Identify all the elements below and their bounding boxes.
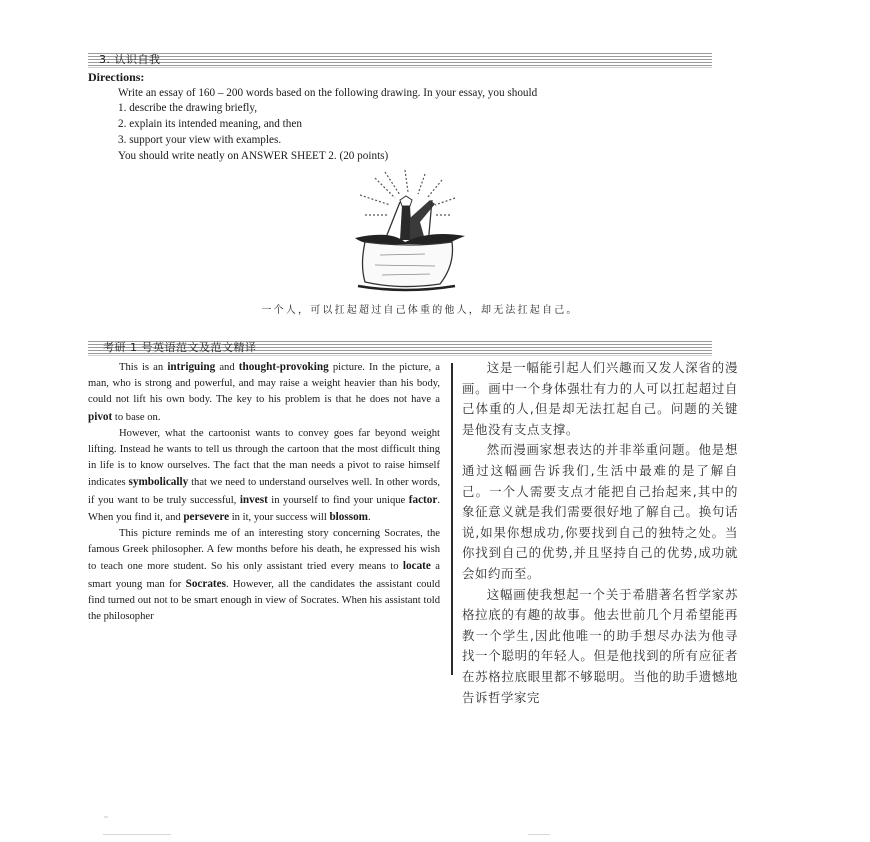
bold-keyword: Socrates — [185, 577, 226, 590]
text-run: . — [367, 511, 371, 523]
bold-keyword: symbolically — [128, 476, 189, 489]
footer-rule — [103, 834, 171, 835]
text-run: a smart young man for — [88, 561, 440, 590]
column-divider — [451, 363, 453, 675]
bold-keyword: persevere — [183, 510, 230, 523]
bold-keyword: locate — [402, 560, 431, 573]
text-run: . However, all the candidates the assistant could find turned out not to be smart enough in view of Socrates. When his assistant told the philosopher — [88, 578, 440, 623]
figure-caption: 一个人，可以扛起超过自己体重的他人，却无法扛起自己。 — [261, 305, 579, 316]
text-run: in yourself to find your unique — [267, 494, 409, 506]
footer-rule — [528, 834, 550, 835]
bold-keyword: intriguing — [167, 361, 216, 373]
bold-keyword: thought-provoking — [238, 361, 329, 373]
text-run: However, what the cartoonist wants to convey goes far beyond weight lifting. Instead he wants to tell us through the cartoon that the most difficult thing in life is to know ourselves. The fact that the man needs a pivot to raise himself indicates — [88, 427, 440, 489]
section-header-bar — [88, 341, 492, 356]
directions-label: Directions: — [88, 70, 145, 84]
english-essay — [88, 359, 440, 625]
section-header-bar-extension — [492, 341, 712, 356]
text-run: to base on. — [112, 411, 161, 423]
bold-keyword: blossom — [329, 510, 368, 523]
cartoon-man-lifting-himself-icon — [330, 170, 480, 295]
directions-line: 2. explain its intended meaning, and then — [118, 118, 302, 130]
translation-paragraph: 这是一幅能引起人们兴趣而又发人深省的漫画。画中一个身体强壮有力的人可以扛起超过自己体重的人,但是却无法扛起自己。问题的关键是他没有支点支撑。 — [462, 360, 738, 437]
text-run: and — [215, 362, 239, 373]
directions-line: 1. describe the drawing briefly, — [118, 102, 258, 114]
page-mark — [104, 816, 108, 818]
text-run: in it, your success will — [229, 511, 330, 523]
translation-paragraph: 这幅画使我想起一个关于希腊著名哲学家苏格拉底的有趣的故事。他去世前几个月希望能再教一个学生,因此他唯一的助手想尽办法为他寻找一个聪明的年轻人。但是他找到的所有应征者在苏格拉底眼里都不够聪明。当他的助手遗憾地告诉哲学家完 — [462, 586, 738, 705]
section-title: 考研 1 号英语范文及范文精译 — [100, 340, 260, 355]
text-run: that we need to understand ourselves well. In other words, if you want to be truly successful, — [88, 477, 440, 506]
essay-paragraph — [88, 526, 440, 625]
directions-line: 3. support your view with examples. — [118, 134, 282, 146]
bold-keyword: invest — [239, 493, 268, 506]
chinese-translation — [462, 358, 738, 708]
essay-paragraph — [88, 426, 440, 526]
text-run: This picture reminds me of an interesting story concerning Socrates, the famous Greek philosopher. A few months before his death, he expressed his wish to teach one more student. So his only assistant tried every means to — [88, 528, 440, 573]
section-title: 3. 认识自我 — [96, 52, 164, 67]
text-run: This is an — [119, 362, 168, 373]
text-run: picture. In the picture, a man, who is strong and powerful, and may raise a weight heavier than his body, could not lift his own body. The key to his problem is that he does not have a — [88, 362, 440, 406]
bold-keyword: factor — [408, 493, 438, 506]
directions-line: Write an essay of 160 – 200 words based on the following drawing. In your essay, you should — [118, 87, 538, 99]
bold-keyword: pivot — [88, 410, 113, 423]
translation-paragraph: 然而漫画家想表达的并非举重问题。他是想通过这幅画告诉我们,生活中最难的是了解自己。一个人需要支点才能把自己抬起来,其中的象征意义就是我们需要很好地了解自己。换句话说,如果你想成功,你要找到自己的独特之处。当你找到自己的优势,并且坚持自己的优势,成功就会如约而至。 — [462, 442, 738, 581]
directions-line: You should write neatly on ANSWER SHEET 2. (20 points) — [118, 150, 389, 162]
section-header-bar — [88, 53, 712, 68]
essay-paragraph — [88, 359, 440, 426]
text-run: . When you find it, and — [88, 494, 440, 523]
